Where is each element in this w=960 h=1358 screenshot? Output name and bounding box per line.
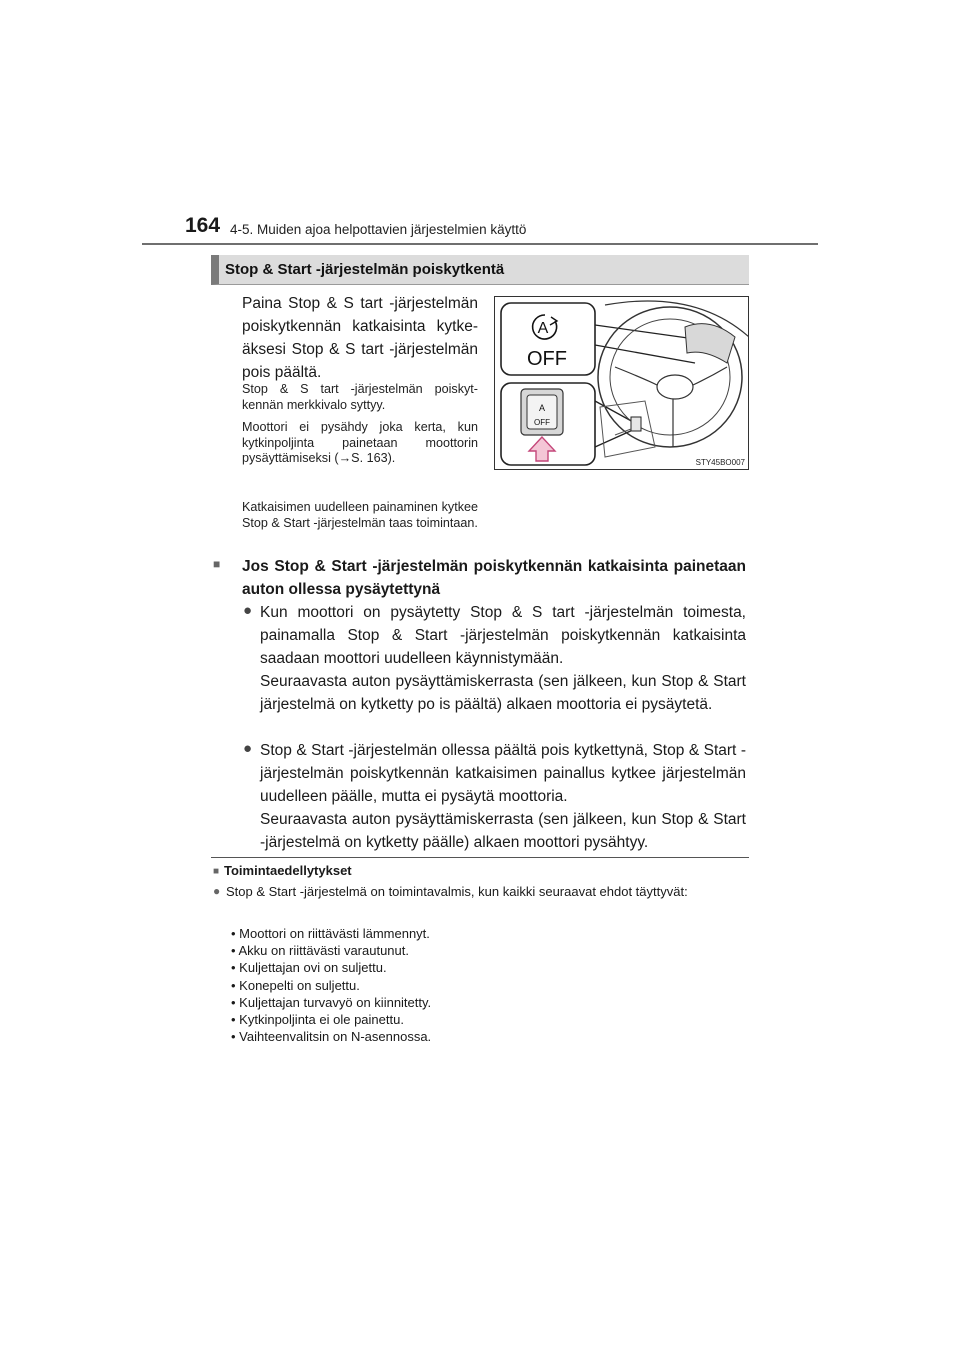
large-switch-letter: A <box>537 320 549 337</box>
sub-paragraph-reactivate: Katkaisimen uudelleen painaminen kytkee Stop & Start -järjestelmän taas toimintaan. <box>242 500 478 530</box>
list-item: • Akku on riittävästi varautunut. <box>231 942 431 959</box>
notes-divider <box>211 857 749 858</box>
section-title: Stop & Start -järjestelmän poiskytkentä <box>225 261 505 278</box>
bullet-text-1: Kun moottori on pysäytetty Stop & S tart -järjestelmän toimesta, painamalla Stop & Start -järjestelmän poiskytkennän katkaisinta saadaan moottori uudelleen käynnistymään. <box>260 604 746 667</box>
bullet-continuation-1: Seuraavasta auton pysäyttämiskerrasta (sen jälkeen, kun Stop & Start järjestelmä on kytketty po is päältä) alkaen moottoria ei pysäytetä. <box>260 673 746 713</box>
list-item: • Kuljettajan ovi on suljettu. <box>231 959 431 976</box>
list-item: • Kuljettajan turvavyö on kiinnitetty. <box>231 994 431 1011</box>
notes-title: Toimintaedellytykset <box>224 863 352 878</box>
small-switch-label: OFF <box>534 418 550 427</box>
bullet-continuation-2: Seuraavasta auton pysäyttämiskerrasta (sen jälkeen, kun Stop & Start -järjestelmä on kytketty päälle) alkaen moottori pysähtyy. <box>260 811 746 851</box>
page-number: 164 <box>185 214 221 237</box>
bullet-text-2: Stop & Start -järjestelmän ollessa päältä pois kytkettynä, Stop & Start -järjestelmän poiskytkennän katkaisimen painallus kytkee järjestelmän uudelleen päälle, mutta ei pysäytä moottoria. <box>260 742 746 805</box>
notes-marker: ■ <box>213 866 220 877</box>
switch-location-figure <box>494 296 749 470</box>
sub-paragraph-indicator: Stop & S tart -järjestelmän poiskyt- kennän merkkivalo syttyy. <box>242 382 478 412</box>
list-item: • Konepelti on suljettu. <box>231 977 431 994</box>
subheading-marker: ■ <box>213 557 221 571</box>
intro-paragraph: Paina Stop & S tart -järjestelmän poiskytkennän katkaisinta kytke- äksesi Stop & S tart -järjestelmän pois päältä. <box>242 295 478 381</box>
large-switch-label: OFF <box>527 348 567 370</box>
header-rule <box>142 243 818 245</box>
list-item: • Moottori on riittävästi lämmennyt. <box>231 925 431 942</box>
list-item: • Kytkinpoljinta ei ole painettu. <box>231 1011 431 1028</box>
conditions-list <box>231 925 431 1045</box>
dashboard-illustration <box>495 297 749 470</box>
figure-code: STY45BO007 <box>695 458 745 467</box>
bullet-dot-1: ● <box>243 602 253 619</box>
list-item: • Vaihteenvalitsin on N-asennossa. <box>231 1028 431 1045</box>
sub-paragraph-engine: Moottori ei pysähdy joka kerta, kun kytkinpoljinta painetaan moottorin pysäyttämiseksi (→S. 163). <box>242 420 478 465</box>
bullet-dot-2: ● <box>243 740 253 757</box>
notes-dot: ● <box>213 884 221 898</box>
notes-text: Stop & Start -järjestelmä on toimintavalmis, kun kaikki seuraavat ehdot täyttyvät: <box>226 884 688 899</box>
running-header: 4-5. Muiden ajoa helpottavien järjestelmien käyttö <box>230 222 527 237</box>
subheading-title: Jos Stop & Start -järjestelmän poiskytkennän katkaisinta painetaan auton ollessa pysäytettynä <box>242 558 746 598</box>
small-switch-letter: A <box>538 403 546 413</box>
